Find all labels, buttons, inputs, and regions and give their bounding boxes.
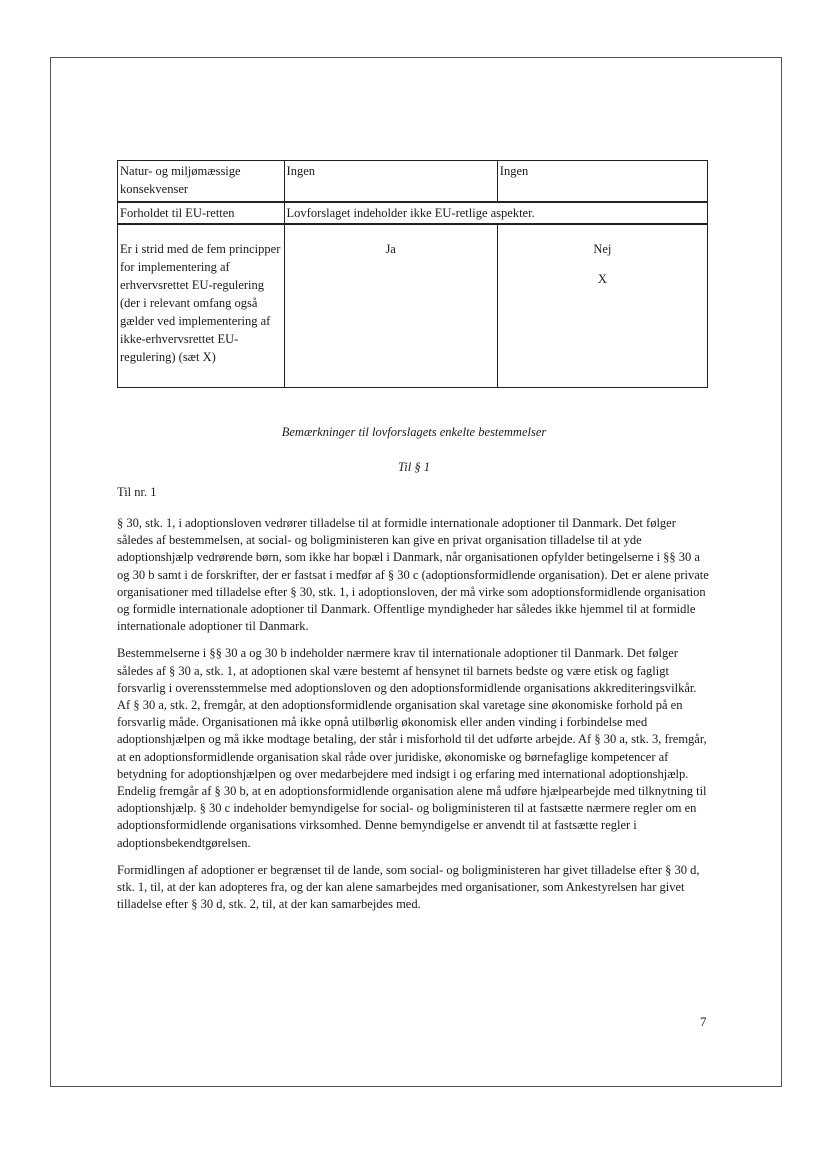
- nej-label: Nej: [593, 242, 612, 256]
- row-label-eu-law: Forholdet til EU-retten: [118, 202, 285, 224]
- cell-environment-negative: Ingen: [497, 161, 707, 203]
- table-row: [118, 161, 708, 203]
- cell-eu-law-value: Lovforslaget indeholder ikke EU-retlige aspekter.: [284, 202, 707, 224]
- assessment-table: [117, 160, 708, 388]
- table-row: [118, 202, 708, 224]
- section-subheading: Til § 1: [398, 460, 430, 474]
- paragraph: Formidlingen af adoptioner er begrænset til de lande, som social- og boligministeren har givet tilladelse efter § 30 d, stk. 1, til, at der kan adopteres fra, og der kan alene samarbejdes med organisationer, som Ankestyrelsen har givet tilladelse efter § 30 d, stk. 2, til, at der kan samarbejdes med.: [117, 862, 700, 912]
- paragraph: § 30, stk. 1, i adoptionsloven vedrører tilladelse til at formidle internationale adoptioner til Danmark. Det følger således af bestemmelsen, at social- og boligministeren kan give en privat organisation tilladelse til at yde adoptionshjælp vedrørende børn, som ikke har bopæl i Danmark, når organisationen opfylder betingelserne i §§ 30 a og 30 b samt i de forskrifter, der er fastsat i medfør af § 30 c (adoptionsformidlende organisation). Det er alene private organisationer med tilladelse efter § 30, stk. 1, i adoptionsloven, der må virke som adoptionsformidlende organisation og formidle internationale adoptioner til Danmark. Offentlige myndigheder har således ikke hjemmel til at formidle internationale adoptioner til Danmark.: [117, 516, 709, 634]
- ja-label: Ja: [385, 242, 396, 256]
- cell-ja: [284, 224, 497, 388]
- paragraph: Bestemmelserne i §§ 30 a og 30 b indeholder nærmere krav til internationale adoptioner til Danmark. Det følger således af § 30 a, stk. 1, at adoptionen skal være bestemt af hensynet til barnets bedste og være etisk og fagligt forsvarlig i overensstemmelse med adoptionsloven og den adoptionsformidlende organisations akkrediteringsvilkår. Af § 30 a, stk. 2, fremgår, at den adoptionsformidlende organisation skal varetage sine økonomiske forhold på en forsvarlig måde. Organisationen må ikke opnå utilbørlig økonomisk eller anden vinding i forbindelse med adoptionshjælpen og må ikke modtage betaling, der står i misforhold til det udførte arbejde. Af § 30 a, stk. 3, fremgår, at en adoptionsformidlende organisation skal råde over juridiske, økonomiske og børnefaglige kompetencer af betydning for adoptionshjælpen og over medarbejdere med indsigt i og erfaring med international adoptionshjælp. Endelig fremgår af § 30 b, at en adoptionsformidlende organisation alene må udføre hjælpearbejde med tilknytning til adoptionshjælp. § 30 c indeholder bemyndigelse for social- og boligministeren til at fastsætte nærmere regler om en adoptionsformidlende organisations virksomhed. Denne bemyndigelse er anvendt til at fastsætte regler i adoptionsbekendtgørelsen.: [117, 646, 707, 850]
- cell-nej: [497, 224, 707, 388]
- nr-label: Til nr. 1: [117, 485, 157, 499]
- page-number: 7: [700, 1014, 707, 1029]
- row-label-environment: Natur- og miljømæssige konsekvenser: [118, 161, 285, 203]
- row-label-principles: [118, 224, 285, 388]
- x-mark: X: [597, 272, 607, 286]
- table-row: [118, 224, 708, 388]
- body-text: [117, 515, 712, 923]
- section-heading: Bemærkninger til lovforslagets enkelte bestemmelser: [281, 425, 547, 439]
- principles-text: Er i strid med de fem principper for implementering af erhvervsrettet EU-regulering (der i relevant omfang også gælder ved implementering af ikke-erhvervsrettet EU-regulering) (sæt X): [120, 242, 281, 364]
- cell-environment-positive: Ingen: [284, 161, 497, 203]
